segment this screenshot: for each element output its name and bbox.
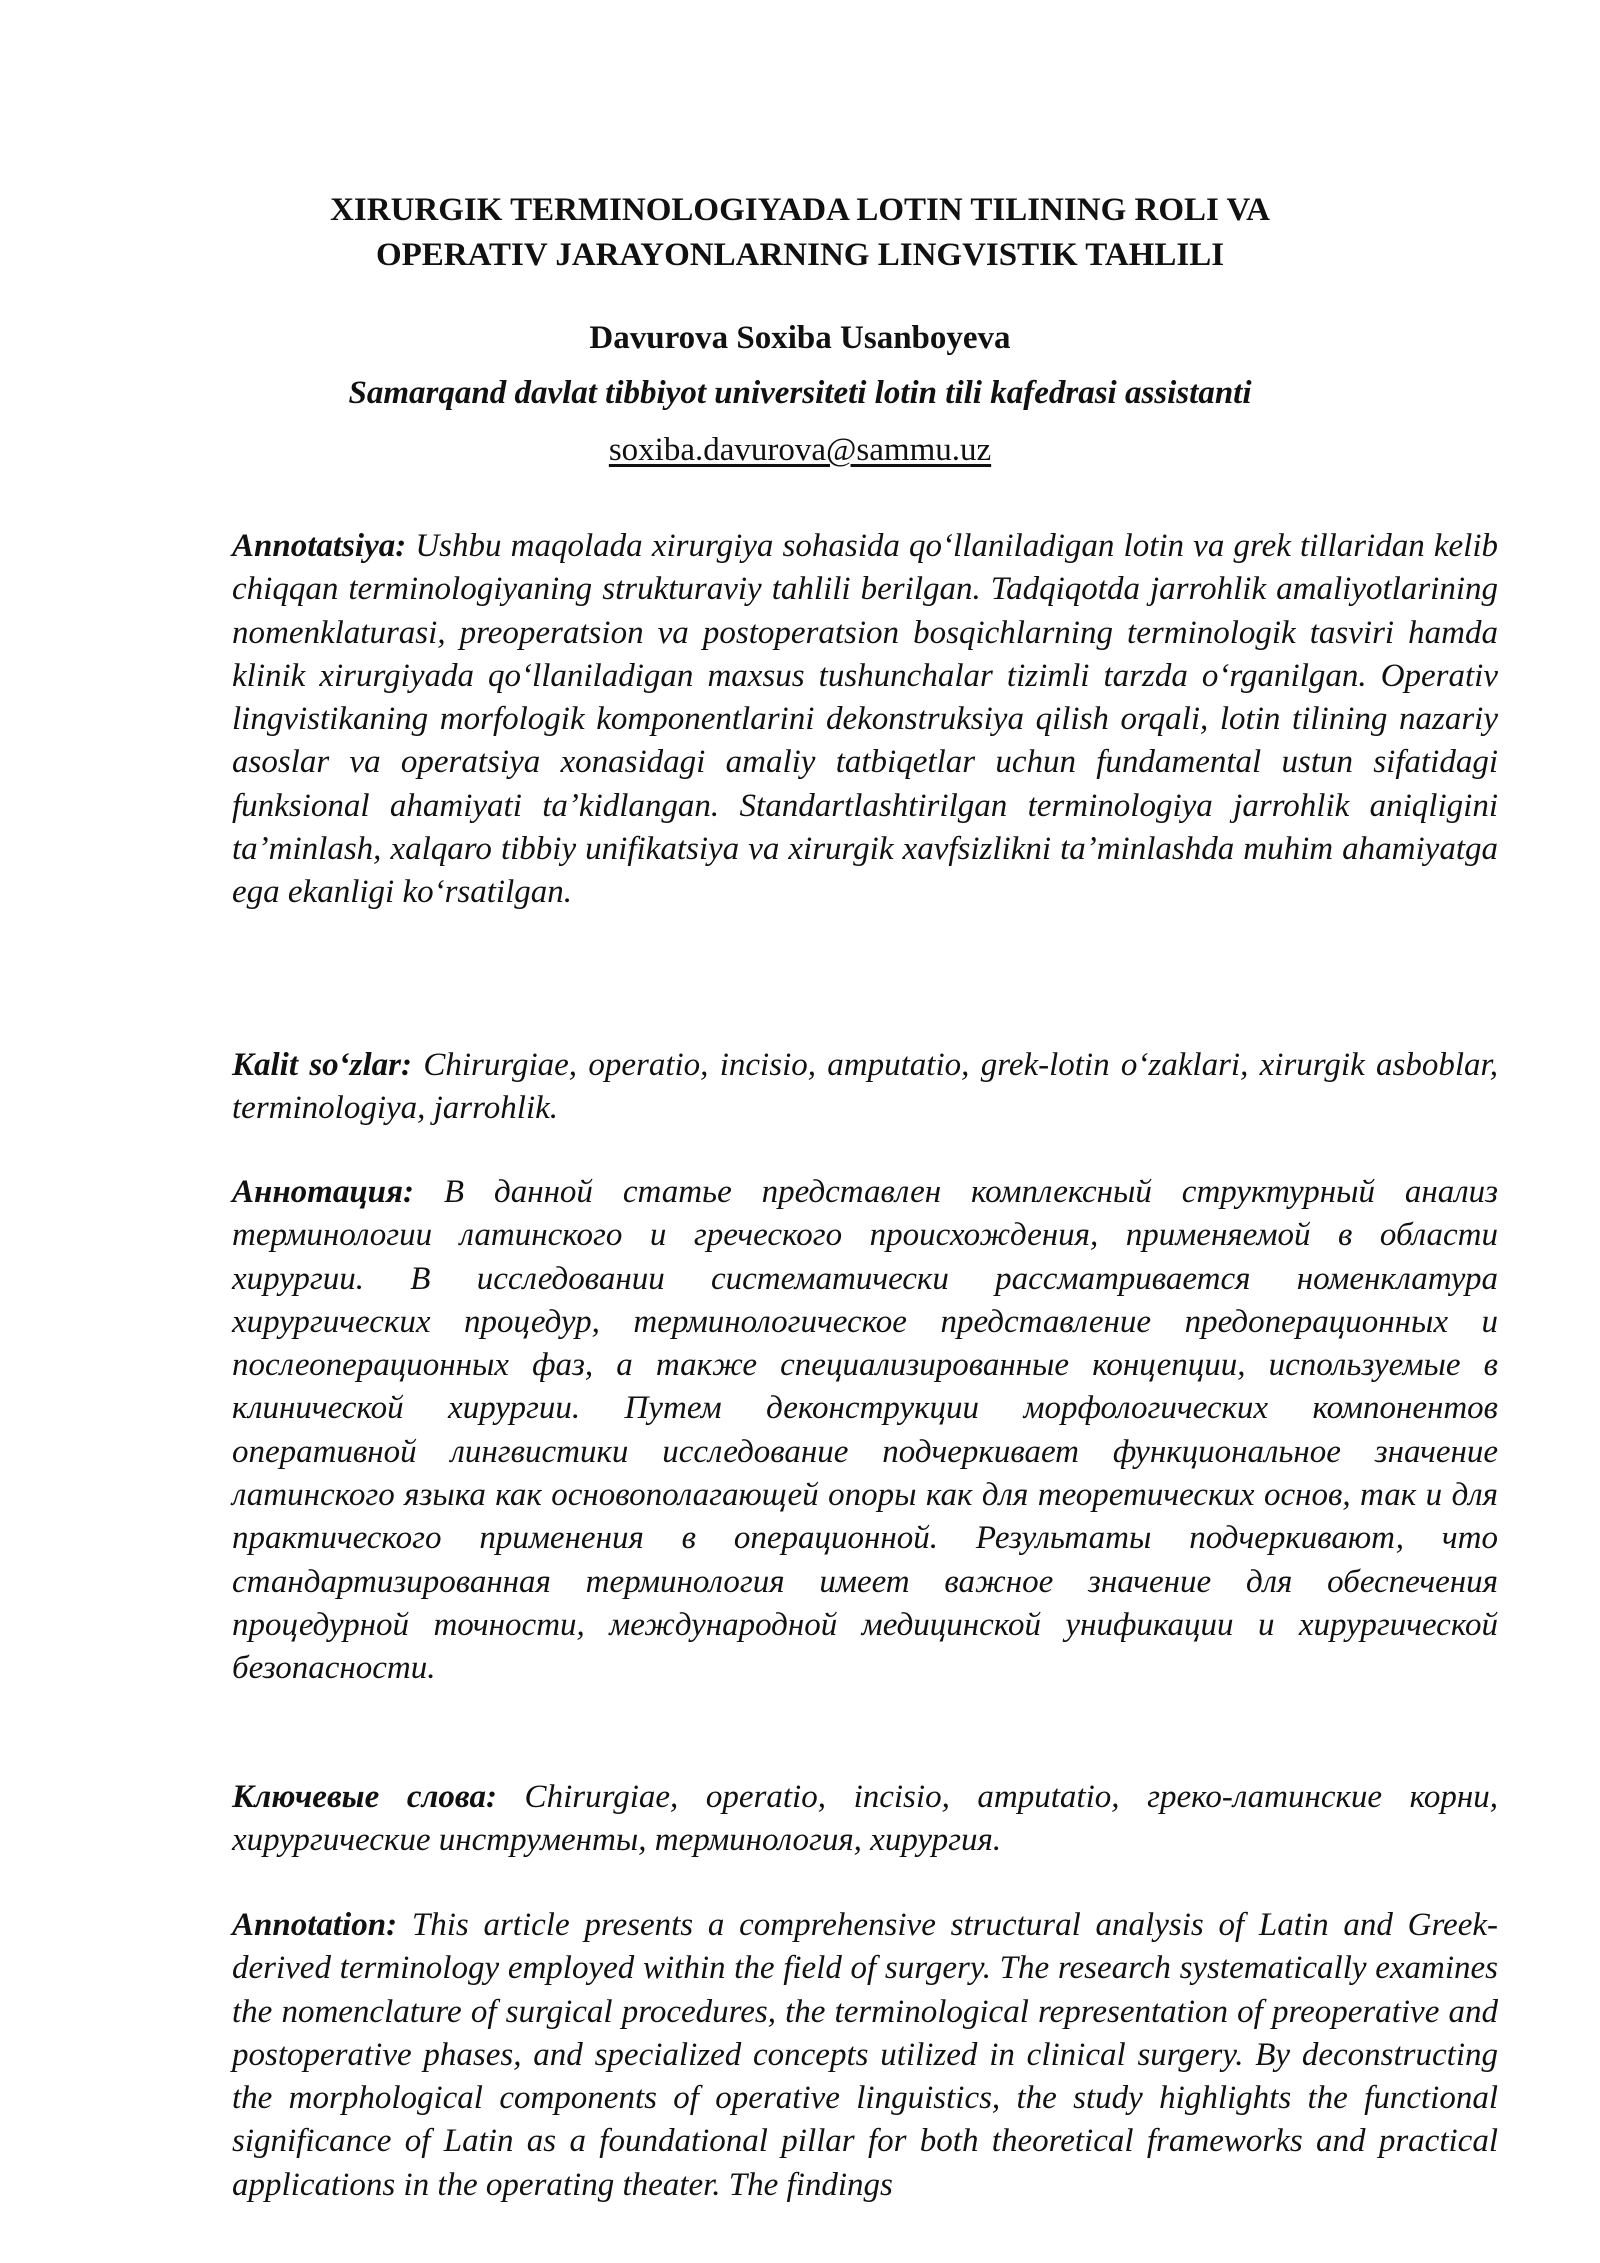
author-affiliation: Samarqand davlat tibbiyot universiteti lotin tili kafedrasi assistanti	[348, 375, 1252, 411]
abstract-russian	[232, 1171, 1498, 1691]
keywords-uzbek-text: Chirurgiae, operatio, incisio, amputatio, grek-lotin oʻzaklari, xirurgik asboblar, terminologiya, jarrohlik.	[232, 1047, 1498, 1127]
abstract-russian-label: Аннотация:	[232, 1174, 415, 1210]
keywords-russian-label: Ключевые слова:	[232, 1779, 497, 1815]
paper-title	[0, 188, 1600, 278]
author-email-link[interactable]: soxiba.davurova@sammu.uz	[608, 432, 992, 468]
keywords-russian	[232, 1776, 1498, 1863]
paper-title-line-1: XIRURGIK TERMINOLOGIYADA LOTIN TILINING ROLI VA	[330, 192, 1270, 228]
abstract-english-label: Annotation:	[232, 1907, 398, 1943]
keywords-uzbek-label: Kalit soʻzlar:	[232, 1047, 413, 1083]
abstract-uzbek-label: Annotatsiya:	[232, 528, 407, 564]
keywords-russian-text: Chirurgiae, operatio, incisio, amputatio, греко-латинские корни, хирургические инструменты, терминология, хирургия.	[232, 1779, 1498, 1859]
abstract-russian-text: В данной статье представлен комплексный структурный анализ терминологии латинского и греческого происхождения, применяемой в области хирургии. В исследовании систематически рассматривается номенклатура хирургических процедур, терминологическое представление предоперационных и послеоперационных фаз, а также специализированные концепции, используемые в клинической хирургии. Путем деконструкции морфологических компонентов оперативной лингвистики исследование подчеркивает функциональное значение латинского языка как основополагающей опоры как для теоретических основ, так и для практического применения в операционной. Результаты подчеркивают, что стандартизированная терминология имеет важное значение для обеспечения процедурной точности, международной медицинской унификации и хирургической безопасности.	[232, 1174, 1498, 1687]
abstract-english-text: This article presents a comprehensive structural analysis of Latin and Greek-derived terminology employed within the field of surgery. The research systematically examines the nomenclature of surgical procedures, the terminological representation of preoperative and postoperative phases, and specialized concepts utilized in clinical surgery. By deconstructing the morphological components of operative linguistics, the study highlights the functional significance of Latin as a foundational pillar for both theoretical frameworks and practical applications in the operating theater. The findings	[232, 1907, 1498, 2203]
abstract-english	[232, 1904, 1498, 2207]
abstract-uzbek	[232, 525, 1498, 915]
abstract-uzbek-text: Ushbu maqolada xirurgiya sohasida qoʻllaniladigan lotin va grek tillaridan kelib chiqqan terminologiyaning strukturaviy tahlili berilgan. Tadqiqotda jarrohlik amaliyotlarining nomenklaturasi, preoperatsion va postoperatsion bosqichlarning terminologik tasviri hamda klinik xirurgiyada qoʻllaniladigan maxsus tushunchalar tizimli tarzda oʻrganilgan. Operativ lingvistikaning morfologik komponentlarini dekonstruksiya qilish orqali, lotin tilining nazariy asoslar va operatsiya xonasidagi amaliy tatbiqetlar uchun fundamental ustun sifatidagi funksional ahamiyati taʼkidlangan. Standartlashtirilgan terminologiya jarrohlik aniqligini taʼminlash, xalqaro tibbiy unifikatsiya va xirurgik xavfsizlikni taʼminlashda muhim ahamiyatga ega ekanligi koʻrsatilgan.	[232, 528, 1498, 911]
keywords-uzbek	[232, 1044, 1498, 1131]
paper-title-line-2: OPERATIV JARAYONLARNING LINGVISTIK TAHLILI	[375, 237, 1225, 273]
author-email	[0, 428, 1600, 473]
author-name: Davurova Soxiba Usanboyeva	[589, 320, 1011, 356]
